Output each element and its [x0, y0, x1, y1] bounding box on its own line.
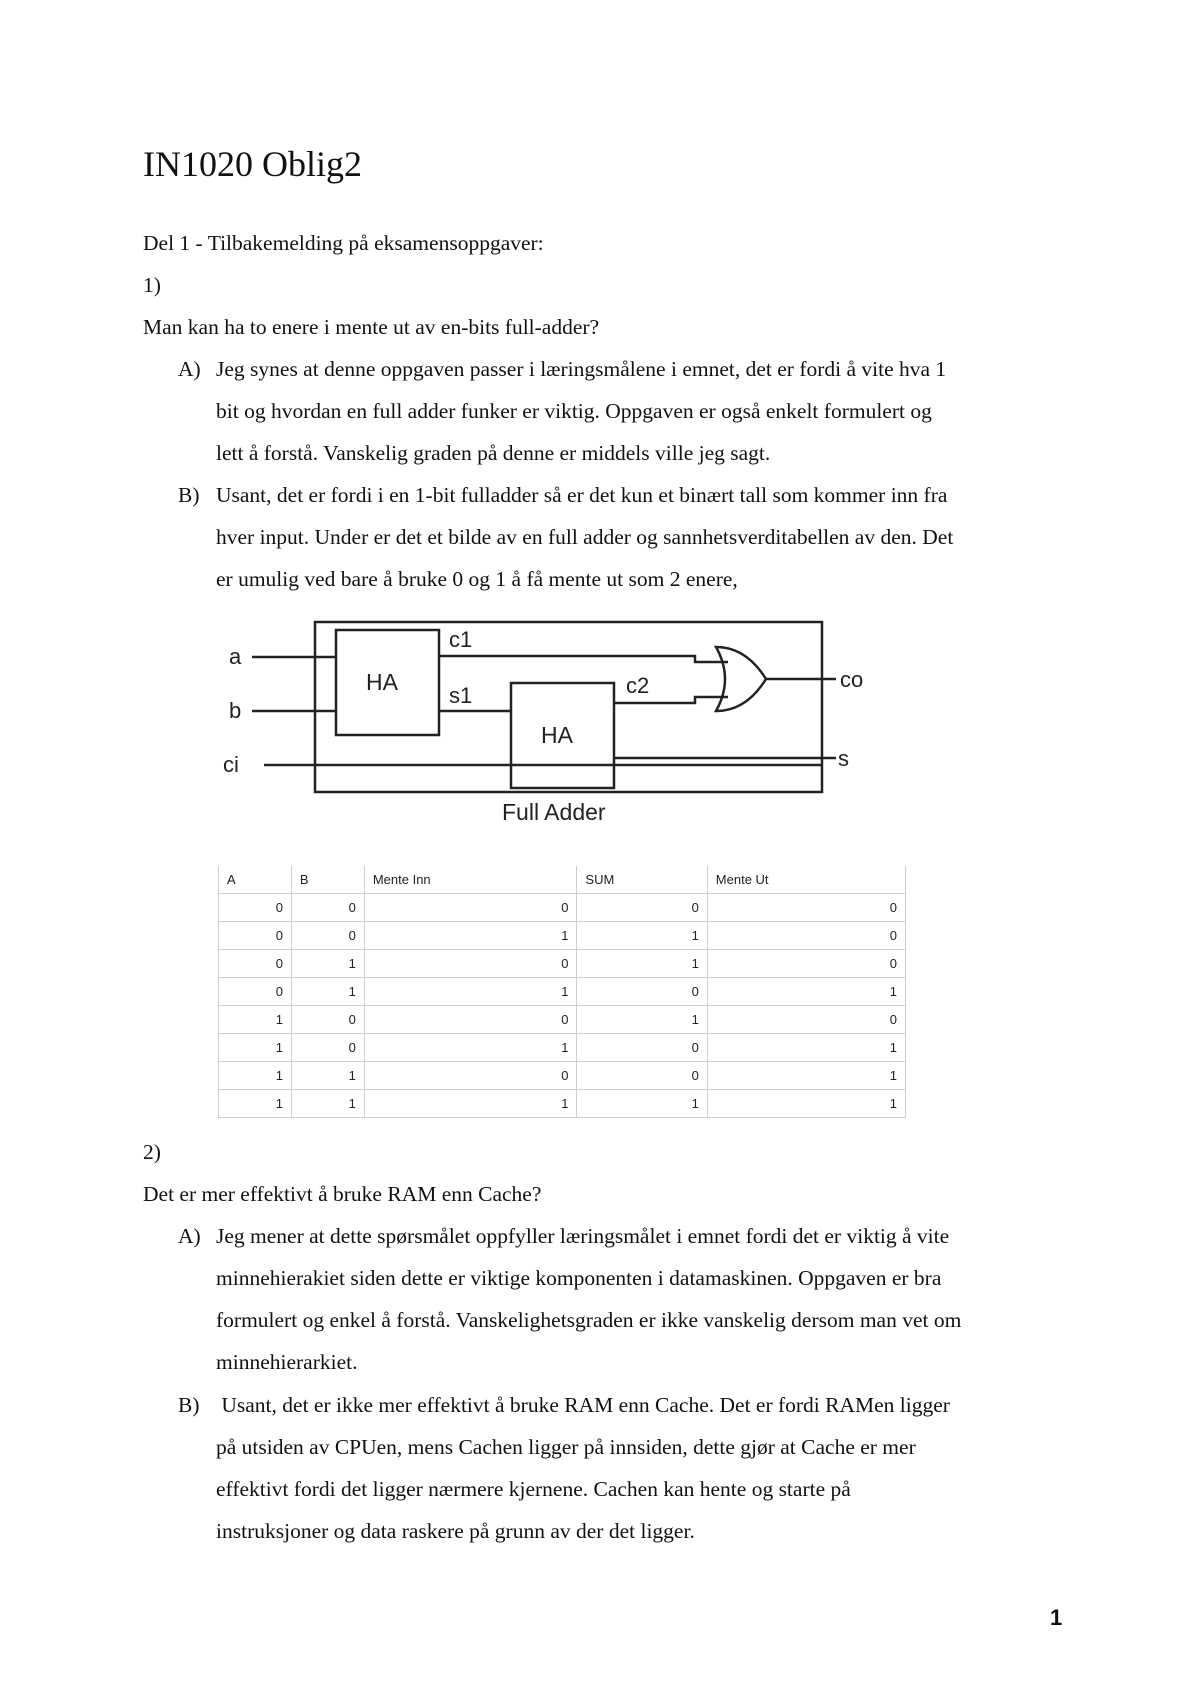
- q1-answer-a-marker: A): [178, 357, 201, 381]
- table-cell: 0: [219, 950, 292, 978]
- page-number: 1: [1050, 1605, 1063, 1630]
- table-cell: 0: [219, 978, 292, 1006]
- table-cell: 0: [707, 950, 905, 978]
- q1-b-line: hver input. Under er det et bilde av en full adder og sannhetsverditabellen av den. Det: [216, 525, 954, 549]
- table-cell: 1: [219, 1090, 292, 1118]
- table-row: [219, 978, 906, 1006]
- question-2-number: 2): [143, 1140, 161, 1164]
- table-cell: 0: [291, 1034, 364, 1062]
- table-cell: 1: [219, 1062, 292, 1090]
- header-mente-ut: Mente Ut: [707, 866, 905, 894]
- q2-answer-b-text: [216, 1384, 1076, 1552]
- table-cell: 1: [364, 1090, 577, 1118]
- label-c1: c1: [449, 627, 473, 652]
- table-cell: 0: [707, 894, 905, 922]
- header-b: B: [291, 866, 364, 894]
- q1-a-line: lett å forstå. Vanskelig graden på denne er middels ville jeg sagt.: [216, 441, 771, 465]
- q2-a-line: minnehierakiet siden dette er viktige komponenten i datamaskinen. Oppgaven er bra: [216, 1266, 942, 1290]
- full-adder-diagram: [216, 607, 902, 847]
- table-cell: 1: [577, 950, 707, 978]
- table-cell: 0: [707, 1006, 905, 1034]
- table-row: [219, 1006, 906, 1034]
- label-input-b: b: [229, 698, 242, 723]
- table-cell: 1: [291, 978, 364, 1006]
- truth-table: [218, 866, 906, 1118]
- table-row: [219, 1034, 906, 1062]
- document-title: IN1020 Oblig2: [143, 144, 362, 184]
- table-cell: 1: [364, 978, 577, 1006]
- q1-b-line: Usant, det er fordi i en 1-bit fulladder så er det kun et binært tall som kommer inn fra: [216, 483, 948, 507]
- table-cell: 0: [577, 978, 707, 1006]
- q1-answer-b-text: [216, 474, 1076, 600]
- table-cell: 1: [364, 922, 577, 950]
- table-cell: 1: [219, 1006, 292, 1034]
- table-cell: 0: [577, 1034, 707, 1062]
- table-row: [219, 1062, 906, 1090]
- q2-answer-a-marker: A): [178, 1224, 201, 1248]
- q1-answer-b-marker: B): [178, 483, 200, 507]
- table-cell: 1: [577, 1006, 707, 1034]
- truth-table-header-row: [219, 866, 906, 894]
- q1-a-line: bit og hvordan en full adder funker er viktig. Oppgaven er også enkelt formulert og: [216, 399, 932, 423]
- table-cell: 1: [577, 1090, 707, 1118]
- question-1-text: Man kan ha to enere i mente ut av en-bits full-adder?: [143, 315, 600, 339]
- table-cell: 0: [364, 1062, 577, 1090]
- full-adder-svg: [216, 607, 902, 847]
- label-full-adder-caption: Full Adder: [502, 799, 606, 825]
- table-cell: 0: [219, 894, 292, 922]
- q1-a-line: Jeg synes at denne oppgaven passer i læringsmålene i emnet, det er fordi å vite hva 1: [216, 357, 947, 381]
- table-cell: 1: [364, 1034, 577, 1062]
- label-output-co: co: [840, 667, 864, 692]
- label-input-ci: ci: [223, 752, 239, 777]
- table-cell: 0: [577, 1062, 707, 1090]
- table-row: [219, 922, 906, 950]
- table-cell: 1: [707, 1090, 905, 1118]
- table-row: [219, 950, 906, 978]
- table-cell: 0: [291, 894, 364, 922]
- label-output-s: s: [838, 746, 849, 771]
- header-mente-inn: Mente Inn: [364, 866, 577, 894]
- header-sum: SUM: [577, 866, 707, 894]
- q2-answer-b-marker: B): [178, 1393, 200, 1417]
- table-cell: 1: [577, 922, 707, 950]
- table-cell: 0: [291, 922, 364, 950]
- header-a: A: [219, 866, 292, 894]
- table-cell: 1: [707, 978, 905, 1006]
- table-cell: 1: [707, 1062, 905, 1090]
- table-cell: 1: [219, 1034, 292, 1062]
- table-cell: 1: [291, 1090, 364, 1118]
- q2-answer-a-text: [216, 1215, 1076, 1383]
- label-c2: c2: [626, 673, 650, 698]
- q2-b-line: Usant, det er ikke mer effektivt å bruke RAM enn Cache. Det er fordi RAMen ligger: [216, 1393, 950, 1417]
- table-cell: 0: [364, 950, 577, 978]
- table-row: [219, 894, 906, 922]
- q1-b-line: er umulig ved bare å bruke 0 og 1 å få mente ut som 2 enere,: [216, 567, 738, 591]
- section-heading: Del 1 - Tilbakemelding på eksamensoppgaver:: [143, 231, 544, 255]
- table-cell: 1: [707, 1034, 905, 1062]
- label-ha-1: HA: [366, 669, 398, 695]
- table-cell: 0: [707, 922, 905, 950]
- q2-b-line: effektivt fordi det ligger nærmere kjernene. Cachen kan hente og starte på: [216, 1477, 851, 1501]
- table-row: [219, 1090, 906, 1118]
- label-ha-2: HA: [541, 722, 573, 748]
- q2-a-line: formulert og enkel å forstå. Vanskelighetsgraden er ikke vanskelig dersom man vet om: [216, 1308, 962, 1332]
- question-1-number: 1): [143, 273, 161, 297]
- question-2-text: Det er mer effektivt å bruke RAM enn Cache?: [143, 1182, 542, 1206]
- q2-b-line: instruksjoner og data raskere på grunn av der det ligger.: [216, 1519, 695, 1543]
- table-cell: 0: [364, 1006, 577, 1034]
- table-cell: 0: [577, 894, 707, 922]
- q2-a-line: minnehierarkiet.: [216, 1350, 358, 1374]
- q2-a-line: Jeg mener at dette spørsmålet oppfyller læringsmålet i emnet fordi det er viktig å vite: [216, 1224, 950, 1248]
- table-cell: 1: [291, 1062, 364, 1090]
- table-cell: 0: [219, 922, 292, 950]
- table-cell: 0: [291, 1006, 364, 1034]
- table-cell: 1: [291, 950, 364, 978]
- q1-answer-a-text: [216, 348, 1076, 474]
- q2-b-line: på utsiden av CPUen, mens Cachen ligger på innsiden, dette gjør at Cache er mer: [216, 1435, 916, 1459]
- label-input-a: a: [229, 644, 242, 669]
- label-s1: s1: [449, 683, 473, 708]
- table-cell: 0: [364, 894, 577, 922]
